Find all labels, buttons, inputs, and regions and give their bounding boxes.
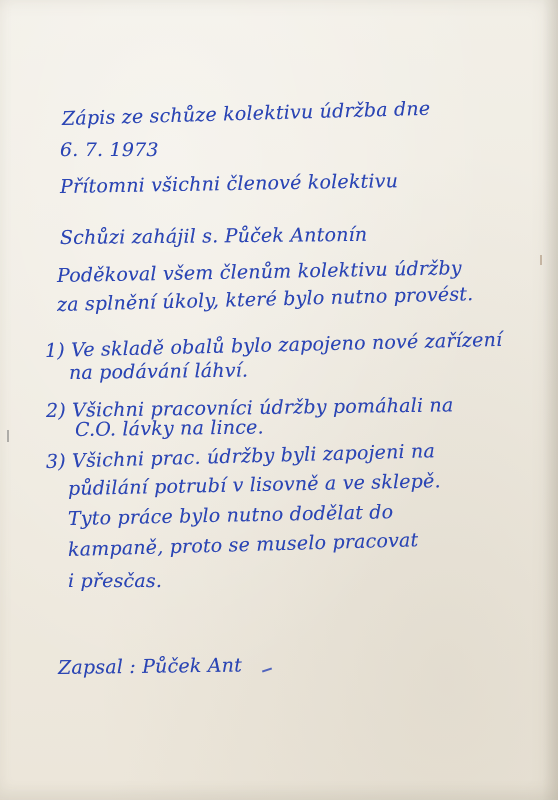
point-3-line-1: 3) Všichni prac. údržby byli zapojeni na: [45, 440, 436, 473]
point-3-line-2: půdilání potrubí v lisovně a ve sklepě.: [67, 470, 441, 500]
paper-edge-shadow: [542, 0, 558, 800]
attendance-line: Přítomni všichni členové kolektivu: [59, 170, 399, 198]
point-3-line-4: kampaně, proto se muselo pracovat: [67, 529, 419, 561]
point-3-line-5: i přesčas.: [68, 570, 163, 592]
thanks-line-2: za splnění úkoly, které bylo nutno provést.: [56, 283, 474, 316]
point-2-line-1: 2) Všichni pracovníci údržby pomáhali na: [45, 394, 454, 422]
signature-stroke: [262, 668, 272, 673]
thanks-line-1: Poděkoval všem členům kolektivu údržby: [56, 257, 462, 287]
recorded-by-line: Zapsal : Půček Ant: [57, 654, 243, 679]
meeting-date: 6. 7. 1973: [60, 139, 159, 161]
opening-line: Schůzi zahájil s. Půček Antonín: [59, 223, 368, 249]
punch-mark: [7, 430, 9, 442]
point-3-line-3: Tyto práce bylo nutno dodělat do: [67, 501, 394, 530]
point-2-line-2: C.O. lávky na lince.: [74, 416, 264, 441]
point-1-line-1: 1) Ve skladě obalů bylo zapojeno nové zařízení: [44, 328, 503, 362]
minutes-title: Zápis ze schůze kolektivu údržba dne: [61, 97, 431, 130]
point-1-line-2: na podávání láhví.: [68, 359, 249, 384]
paper-mark: [540, 255, 542, 265]
